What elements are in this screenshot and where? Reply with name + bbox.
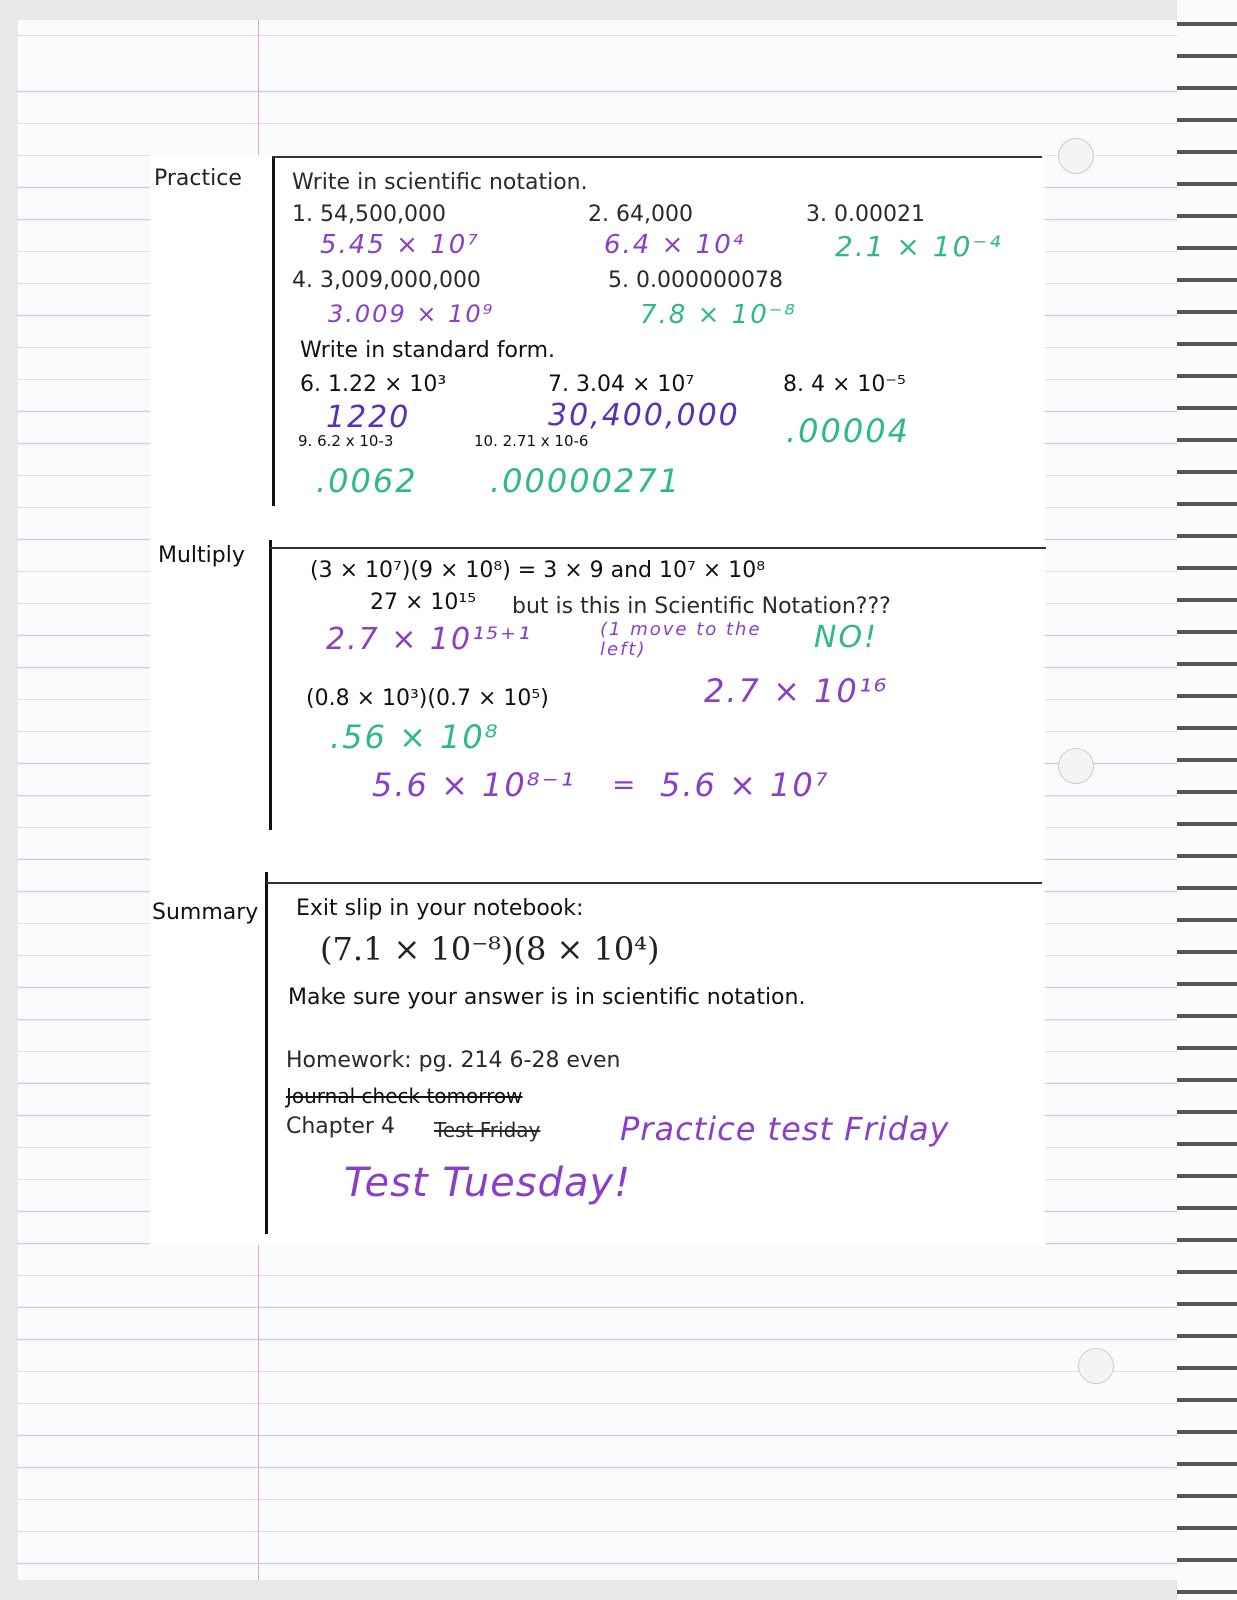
- step-2-result: 5.6 × 10⁷: [660, 766, 830, 804]
- exit-slip-instruction: Make sure your answer is in scientific notation.: [288, 985, 806, 1010]
- problem-10: 10. 2.71 x 10-6: [474, 432, 589, 450]
- test-friday-struck: Test Friday: [434, 1118, 541, 1142]
- divider: [272, 158, 275, 506]
- section-label-summary: Summary: [152, 900, 259, 925]
- exit-slip-heading: Exit slip in your notebook:: [296, 896, 584, 921]
- chapter-label: Chapter 4: [286, 1114, 395, 1139]
- answer-9: .0062: [316, 462, 418, 500]
- punch-hole: [1078, 1348, 1114, 1384]
- note-move-left: (1 move to the left): [600, 619, 762, 660]
- divider: [269, 540, 272, 830]
- problem-7: 7. 3.04 × 10⁷: [548, 372, 695, 397]
- equals-sign: =: [612, 768, 638, 801]
- answer-6: 1220: [326, 400, 411, 435]
- divider: [272, 156, 1042, 158]
- answer-2: 6.4 × 10⁴: [604, 230, 746, 260]
- problem-9: 9. 6.2 x 10-3: [298, 432, 394, 450]
- problem-8: 8. 4 × 10⁻⁵: [783, 372, 906, 397]
- exit-slip-expression: (7.1 × 10⁻⁸)(8 × 10⁴): [320, 930, 660, 968]
- answer-4: 3.009 × 10⁹: [328, 300, 495, 328]
- problem-6: 6. 1.22 × 10³: [300, 372, 447, 397]
- practice-test-note: Practice test Friday: [620, 1110, 950, 1148]
- answer-5: 7.8 × 10⁻⁸: [640, 300, 797, 330]
- answer-1: 5.45 × 10⁷: [320, 230, 480, 260]
- problem-5: 5. 0.000000078: [608, 268, 783, 293]
- punch-hole: [1058, 748, 1094, 784]
- printed-notes-slip: [150, 155, 1045, 1245]
- problem-3: 3. 0.00021: [806, 202, 925, 227]
- note-result: 2.7 × 10¹⁶: [704, 672, 889, 710]
- example-2: (0.8 × 10³)(0.7 × 10⁵): [306, 686, 549, 711]
- note-no: NO!: [814, 620, 879, 655]
- problem-1: 1. 54,500,000: [292, 202, 446, 227]
- step-1: .56 × 10⁸: [330, 718, 500, 756]
- answer-10: .00000271: [490, 462, 682, 500]
- divider: [266, 882, 1042, 884]
- step-2: 5.6 × 10⁸⁻¹: [372, 766, 576, 804]
- divider: [270, 547, 1046, 549]
- answer-3: 2.1 × 10⁻⁴: [835, 230, 1003, 263]
- journal-check-struck: Journal check tomorrow: [286, 1084, 523, 1108]
- test-tuesday-note: Test Tuesday!: [344, 1160, 632, 1206]
- heading-standard: Write in standard form.: [300, 338, 555, 363]
- note-shift: 2.7 × 10¹⁵⁺¹: [326, 622, 533, 657]
- problem-4: 4. 3,009,000,000: [292, 268, 481, 293]
- answer-8: .00004: [786, 412, 910, 450]
- example-1: (3 × 10⁷)(9 × 10⁸) = 3 × 9 and 10⁷ × 10⁸: [310, 558, 766, 583]
- answer-7: 30,400,000: [548, 398, 740, 433]
- example-1-question: but is this in Scientific Notation???: [512, 594, 891, 619]
- spiral-binding: [1177, 0, 1237, 1600]
- section-label-multiply: Multiply: [158, 543, 245, 568]
- example-1-product: 27 × 10¹⁵: [370, 590, 477, 615]
- divider: [265, 872, 268, 1234]
- homework: Homework: pg. 214 6-28 even: [286, 1048, 621, 1073]
- punch-hole: [1058, 138, 1094, 174]
- problem-2: 2. 64,000: [588, 202, 693, 227]
- heading-scientific: Write in scientific notation.: [292, 170, 588, 195]
- section-label-practice: Practice: [154, 166, 242, 191]
